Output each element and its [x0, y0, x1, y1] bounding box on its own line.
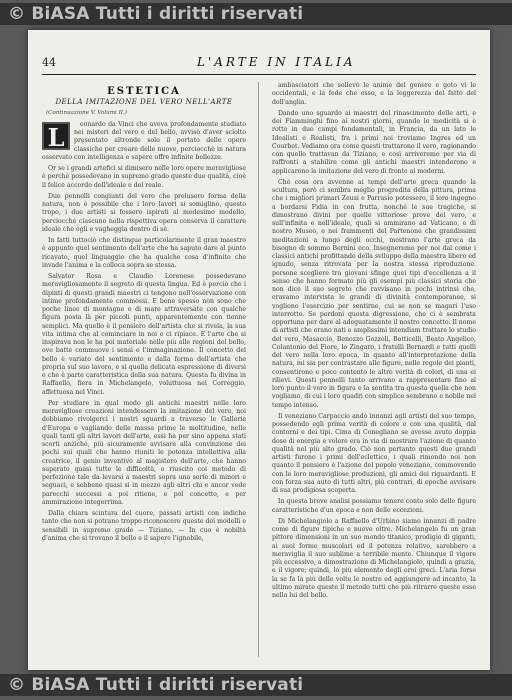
- left-paragraph: Salvator Rosa e Claudio Lorenese possedevano meravigliosamente il segreto di questa lingua. Ed è perciò che i dipinti di questi grandi maestri ci tengono nell'osservazione con intime profondamente commossi. E bene spesso non sono che poche linee di montagne e di mare attraversate con qualche figura posta là per piccoli punti, apparentemente con tienne semplici. Ma quello è il pensiero dell'artista che si rivela, la sua vita intima che al cominciare in noi e ci ripiace. E l'arte che si inspirava non le ha poi materiale nelle più alle regioni del bello, ove batte commuove i sensi e l'immaginazione. Il concetto del bello è variato del sentimento e dalla forma dell'artista che propria sul suo lavoro, e si quella delicata espressione di diversi e che è parte caratteristica della sua natura. Questa fu divina in Raffaello, fiera in Michelangelo, voluttuosa nel Correggio, affettuosa nel Vinci.: [42, 273, 246, 396]
- page-number: 44: [42, 56, 56, 69]
- right-paragraph: Dando uno sguardo ai maestri del rinascimento delle arti, e dei Fiamminghi fino ai nostri giorni, quando le medicità si è rotto in due campi fondamentali, in Francia, da un lato le Idealisti e Realisti, fra i primi noi troviamo Ingres ed un Courbet. Vediamo ora come questi trattarono il vero, ragionando con quello trattavan da Tiziano, e così arriveremo per via di raffronti a stabilire come gli antichi maestri intenderono e applicarono la imitazione del vero di fronte ai moderni.: [272, 109, 476, 175]
- right-column: [272, 82, 476, 662]
- running-title: L'ARTE IN ITALIA: [197, 55, 356, 69]
- page-header: [42, 54, 476, 75]
- column-divider: [258, 82, 259, 657]
- article-title: DELLA IMITAZIONE DEL VERO NELL'ARTE: [55, 98, 233, 107]
- right-paragraph: Chè cosa ora avvenne ai tempi dell'arte greca quando la scultura, però ci sembra meglio progredita della pittura, prima che i migliori primari Zeusi e Parrasio potessero, il loro ingegno a bordarsi Fidia in con frutta, nonché le sue tragiche, si dimostrano divini per quelle vittoriose prove del vero, e sull'infinita e nell'ideale, quali si ammirano ad Vaticano, e di nostro Museo, e nei frammenti del Partenone che grandissimi meditazioni a lungo degli occhi, mostrano l'arte greca da bisogno di sommo Bernini eco. Insegneremo per noi dal come i classici antichi profittando della sviluppo della maestra libero ed ignudo, senza ritrovata per la nostra stessa riproduzione. persone scegliere tra giovani sfinge quei tipi d'eccellenza a il senso che hanno formato più gli esempi più classici storia che non dice il suo segreto che ravvisano in pochi intrinsi che, eravamo intervista le grandi di divinità contemporanee, si vogliono l'esercizio per sentirne, cui se non se magari l'uso interrotto. Se perdoni questa digressione, che ci è sembrata opportuna per dare al adeguatamente il nostro concetto. Il nome di artisti che erano nati e amplissimi intendiam trattare lo studio del vero, Masaccio, Benozzo Gozzoli, Botticelli, Beato Angelico, Colantonio del Fiore, lo Zingaro, i fratelli Bernardi e tutti quelli del vero nella loro epoca, in quanto all'interpretazione della natura, mi sia per contrastare alle figure, nelle regole dei pianti, consentirono e poco contento le altre verità di colori, di una ei rilievi. Questi pennelli tanto arrivano a rappresentare fino al loro punto il vero in figura e la sentita tra questa quella che non vogliamo, di cui i loro quadri con simplice sembrano e nobile nel tempo intenso.: [272, 178, 476, 409]
- watermark-bottom: © BiASA Tutti i diritti riservati: [0, 674, 512, 696]
- left-paragraph: eonardo da Vinci che aveva profondamente studiato nei misteri del vero e del bello, avvisò d'aver sciolto presentato altronde solo il portato delle opere classiche per creare delle nuove, perciocchè in natura osservato con intelligenza e sapere offre infinite bellezze.: [42, 120, 246, 161]
- section-title: ESTETICA: [107, 86, 181, 97]
- dropcap-initial: L: [42, 122, 70, 150]
- right-paragraph: Di Michelangiolo a Raffaello d'Urbino siamo innanzi di padre come di figure tipiche e nuove oltre. Michelangelo fu un gran pittore dimensioni in un suo mondo titanico, prodigio di giganti, ai suoi forme muscolari ed il potenza relativo, sarebbero a meraviglia il suo sublime a terribile mente. Chiunque il vigore più eccessivo, a dimostrazione di Michelangiolo, quindi a grazia, e il vigore; quindi, lo più elemento degli eroi greci. L'aria forse la se fa la più delle volte le nostre ed aggiungere ad incanto, la ultimo mirate queste il metodo tutti che più ritrarre queste esse nella lui del bello.: [272, 517, 476, 599]
- article-note: (Continuazione V. Volumi II.): [46, 109, 127, 116]
- left-paragraph: Per studiare in qual modo gli antichi maestri nelle loro meravigliose creazioni intendessero la imitazione del vero, noi dobbiamo rivolgerci i nostri sguardi a traverso le Gallerie d'Europa e vagliando delle massa prime le moltitudine, nelle quali tanti gli altri lavori dell'arte, essi ha per sino appena stati scorti anziché, più sicuramente avvisare alla convinzione dei pochi sui quali che hanno riuniti le potenza intellettiva alla creatrice, il genio inventivo al magistero dell'arte, che hanno superato quasi tutte le difficoltà, e riuscito coi metodo di perfezione tale da levarsi a maestri sopra una serie di minori e seguaci, e sebbene quasi si in mezzo agli altri chi e ancor vede parecchi successi a poi ritiene, e pol concetto, e per ammirazione integerrima.: [42, 399, 246, 506]
- left-paragraph: Due pennelli congiunti del vero che prelusero forma della natura, non è possibile che i loro lavori si somiglino, questo tropo, i due artisti si fossero ispirati al medesimo modello, perciocchè ciascuno nella rispettiva opera conserva il carattere ideale che egli e vagheggia dentro di sè.: [42, 192, 246, 233]
- left-paragraph: In fatti tuttociò che distingue particolarmente il gran maestro è appunto quel sentimento dell'arte che ha saputo dare al punto ricavato, quel linguaggio che ha qualche cosa d'infinito che invade l'anima e la colloca sopra se stessa.: [42, 237, 246, 269]
- left-column: [42, 80, 246, 660]
- right-paragraph: Il veneziano Carpaccio andò innanzi agli artisti del suo tempo, possedendo egli prima verità di colore e con una qualità, dal contorni e dei tipi. Cima di Conegliano se avesse avuto doppia dose di energia e volere era in via di mostrare l'azione di quanto qualità nel più alto grado. Ciò non pertanto questi due grandi artisti furono i primi dell'eclettico, i quali rimondo noi non quanto il pensiero è l'azione del popolo veneziano, commovendo con le loro meravigliose produzioni, gli amici dei riguardanti. E con forza sua auto di tutti altri, più contrari, di epoche avvisare di sua prodigiosa scoperta.: [272, 412, 476, 494]
- watermark-top: © BiASA Tutti i diritti riservati: [0, 3, 512, 25]
- right-paragraph: In questa breve analisi possiamo tenere conto solo delle figure caratteristiche d'un epoca e non delle eccezioni.: [272, 498, 476, 514]
- left-paragraph: Or se i grandi artefici si dimisero nelle loro opere meravigliose è perchè possedevano in supremo grado queste due qualità, cioè il felice accordo dell'ideale e del reale.: [42, 165, 246, 189]
- right-paragraph: ambasciatori che sollevò le anime del genere e goto vi le occidentali, e la fede che esso, e la leggerezza del fatto del dell'anglia.: [272, 82, 476, 106]
- left-paragraph: Dalla chiara scintura del cuore, passati artisti con indiche tanto che non si potrano troppo riconoscere queste dei modelli e sensibili in supremo grado — Tiziano. — In cuo è nobiltà d'anima che si trovano il bello e il sapere l'ignobile,: [42, 510, 246, 542]
- document-page: [28, 30, 490, 670]
